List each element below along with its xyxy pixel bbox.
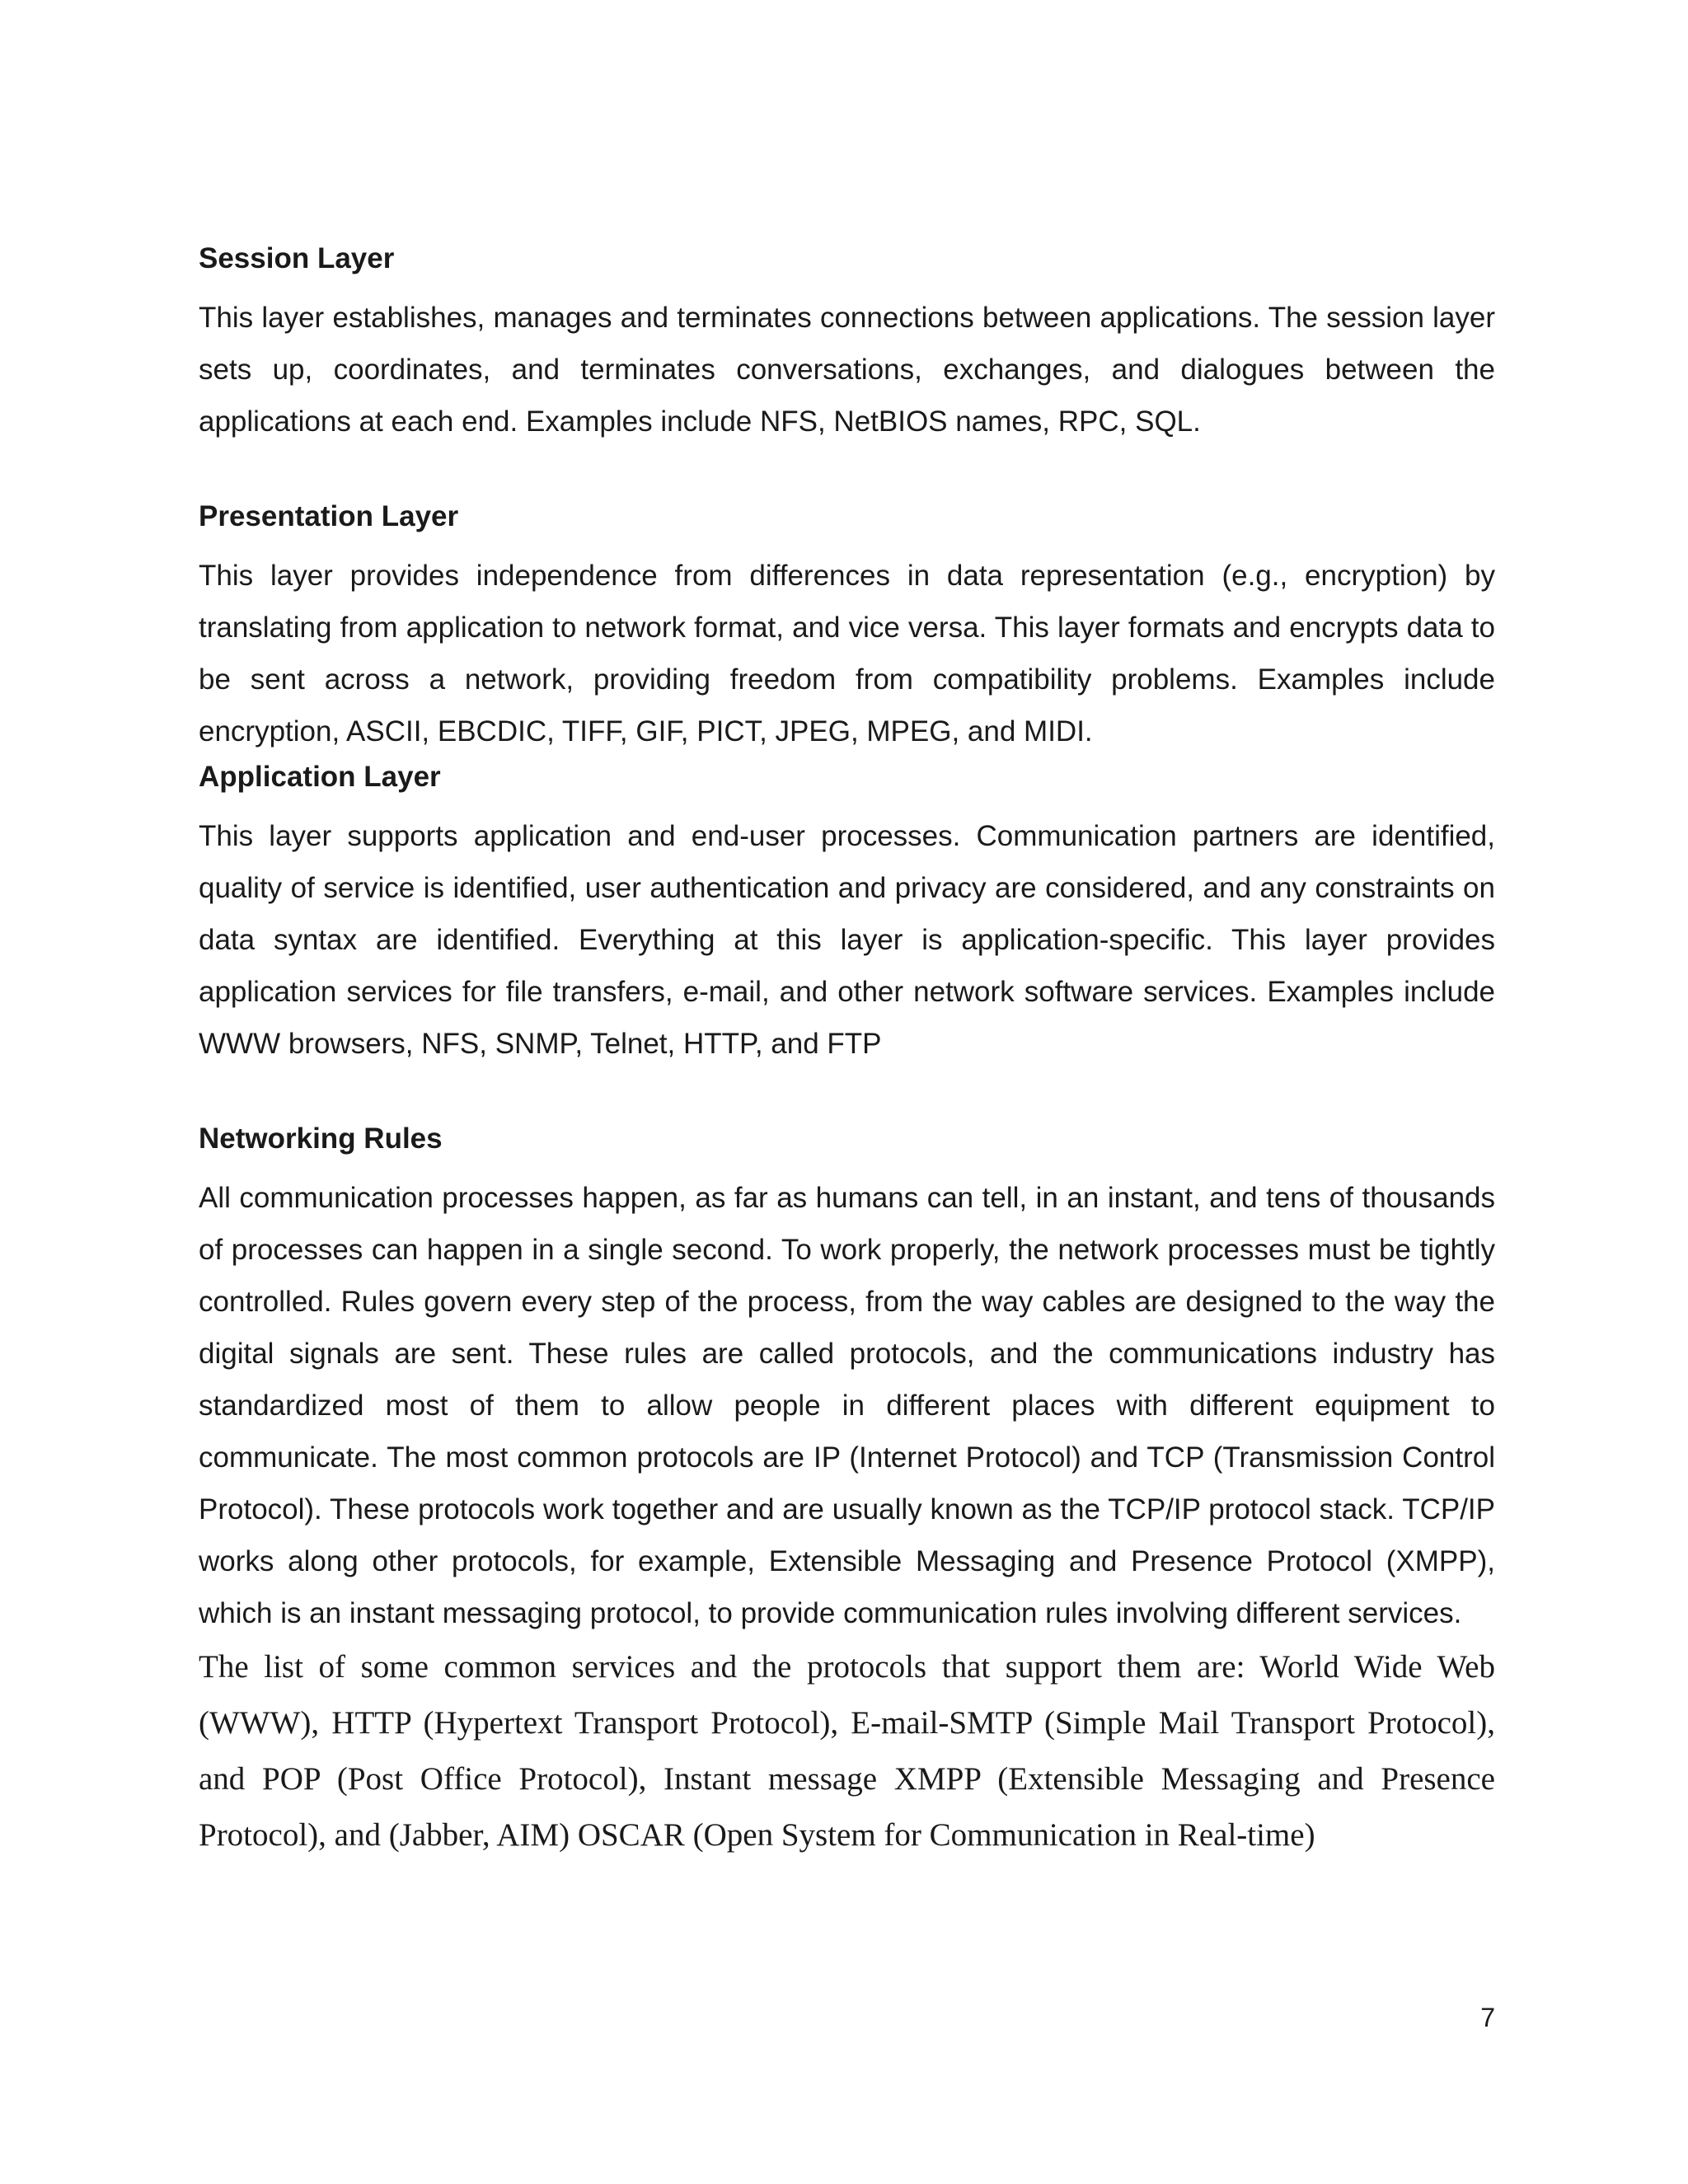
services-protocols-paragraph: The list of some common services and the protocols that support them are: World Wide Web (WWW), HTTP (Hypertext Transport Protocol), E-mail-SMTP (Simple Mail Transport Protocol), and POP (Post Office Protocol), Instant message XMPP (Extensible Messaging and Presence Protocol), and (Jabber, AIM) OSCAR (Open System for Communication in Real-time) [199, 1649, 1495, 1853]
presentation-layer-heading: Presentation Layer [199, 500, 459, 532]
session-layer-heading: Session Layer [199, 242, 395, 274]
presentation-layer-paragraph: This layer provides independence from differences in data representation (e.g., encryption) by translating from application to network format, and vice versa. This layer formats and encrypts data to be sent across a network, providing freedom from compatibility problems. Examples include encryption, ASCII, EBCDIC, TIFF, GIF, PICT, JPEG, MPEG, and MIDI. [199, 560, 1495, 748]
networking-rules-heading: Networking Rules [199, 1122, 443, 1155]
page-number: 7 [1480, 2003, 1495, 2032]
application-layer-heading: Application Layer [199, 761, 441, 793]
session-layer-paragraph: This layer establishes, manages and terminates connections between applications. The session layer sets up, coordinates, and terminates conversations, exchanges, and dialogues between the applications at each end. Examples include NFS, NetBIOS names, RPC, SQL. [199, 302, 1495, 438]
application-layer-paragraph: This layer supports application and end-user processes. Communication partners are identified, quality of service is identified, user authentication and privacy are considered, and any constraints on data syntax are identified. Everything at this layer is application-specific. This layer provides application services for file transfers, e-mail, and other network software services. Examples include WWW browsers, NFS, SNMP, Telnet, HTTP, and FTP [199, 820, 1495, 1060]
networking-rules-paragraph: All communication processes happen, as far as humans can tell, in an instant, and tens of thousands of processes can happen in a single second. To work properly, the network processes must be tightly controlled. Rules govern every step of the process, from the way cables are designed to the way the digital signals are sent. These rules are called protocols, and the communications industry has standardized most of them to allow people in different places with different equipment to communicate. The most common protocols are IP (Internet Protocol) and TCP (Transmission Control Protocol). These protocols work together and are usually known as the TCP/IP protocol stack. TCP/IP works along other protocols, for example, Extensible Messaging and Presence Protocol (XMPP), which is an instant messaging protocol, to provide communication rules involving different services. [199, 1182, 1495, 1629]
page-content [199, 241, 1495, 1863]
